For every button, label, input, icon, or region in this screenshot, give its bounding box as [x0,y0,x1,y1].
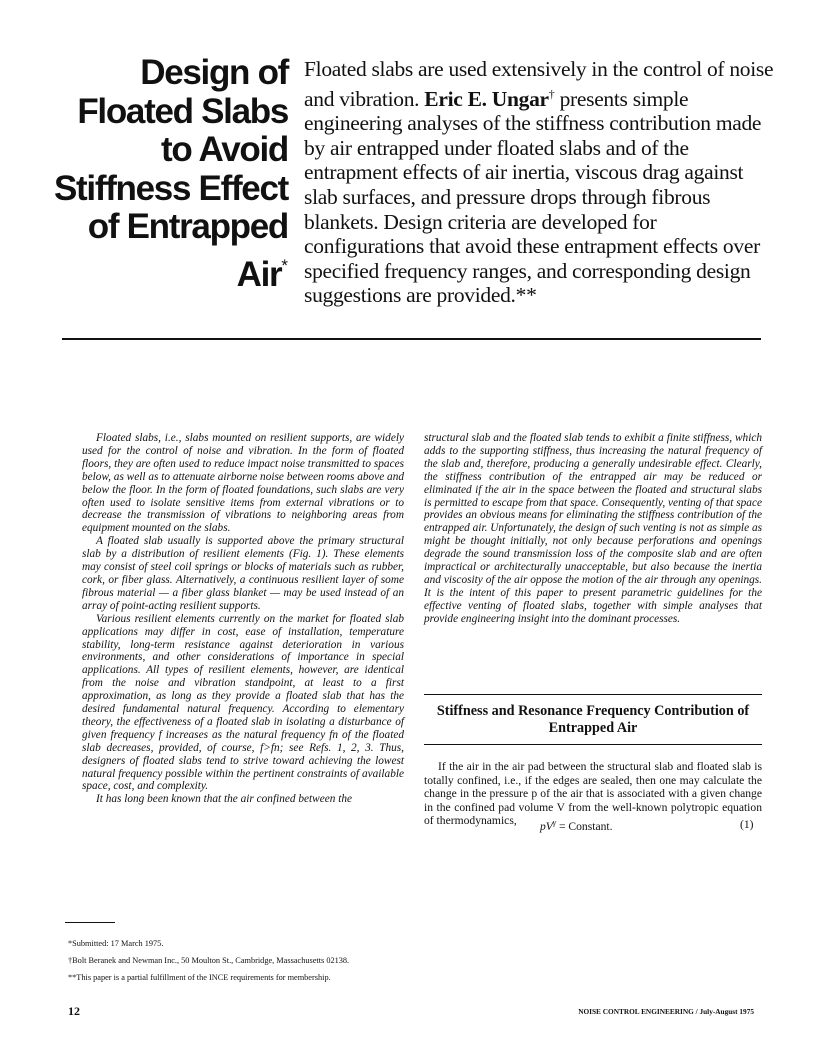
title-block [30,54,288,294]
equation-exponent: γ [552,818,557,827]
title-line: Design of [140,53,288,92]
footnote: **This paper is a partial fulfillment of the INCE requirements for membership. [68,973,331,982]
equation-number: (1) [740,818,754,831]
abstract-text-after: presents simple engineering analyses of the stiffness contribution made by air entrapped under floated slabs and of the entrapment effects of air inertia, viscous drag against slab surfaces, and pressure drops through fibrous blankets. Design criteria are developed for configurations that avoid these entrapment effects over specified frequency ranges, and corresponding design suggestions are provided.** [304,86,762,308]
footnote: *Submitted: 17 March 1975. [68,939,164,948]
title-line: Floated Slabs [77,91,288,131]
paragraph: It has long been known that the air confined between the [96,793,353,806]
journal-info: NOISE CONTROL ENGINEERING / July-August 1975 [578,1007,754,1016]
left-column [82,432,404,806]
equation-rhs: = Constant. [556,819,613,833]
page-number: 12 [68,1004,80,1018]
equation-pressure: p [540,819,546,833]
equation [540,818,613,833]
footnote: †Bolt Beranek and Newman Inc., 50 Moulton St., Cambridge, Massachusetts 02138. [68,956,350,965]
paragraph: Various resilient elements currently on the market for floated slab applications may differ in cost, ease of installation, temperature stability, long-term resistance against deterioration in various environments, and other considerations of importance in special applications. All types of resilient elements, however, are identical from the noise and vibration standpoint, at least to a first approximation, as long as they provide a floated slab that has the desired fundamental natural frequency. According to elementary theory, the effectiveness of a floated slab in isolating a disturbance of given frequency f increases as the natural frequency fn of the floated slab decreases, provided, of course, f>fn; see Refs. 1, 2, 3. Thus, designers of floated slabs tend to strive toward achieving the lowest natural frequency possible within the pertinent constraints of available space, cost, and complexity. [82,612,404,793]
paragraph: A floated slab usually is supported above the primary structural slab by a distribution of resilient elements (Fig. 1). These elements may consist of steel coil springs or blocks of materials such as rubber, cork, or fiber glass. Alternatively, a continuous resilient layer of some fibrous material — a fiber glass blanket — may be used instead of an array of point-acting resilient supports. [82,535,404,612]
title-line: Stiffness Effect [54,168,288,208]
title-footnote-marker: * [281,255,288,275]
footnotes [68,935,668,986]
title-line: Air [236,254,282,294]
title-line: to Avoid [161,130,288,169]
right-column [424,432,762,626]
title-line: of Entrapped [87,207,288,246]
section-body: If the air in the air pad between the structural slab and floated slab is totally confined, i.e., if the edges are sealed, then one may calculate the change in the pressure p of the air that is associated with a given change in the confined pad volume V from the well-known polytropic equation of thermodynamics, [424,760,762,828]
paragraph: structural slab and the floated slab tends to exhibit a finite stiffness, which adds to the supporting stiffness, thus increasing the natural frequency of the slab and, therefore, producing a generally undesirable effect. Clearly, the stiffness contribution of the entrapped air may be reduced or eliminated if the air in the space between the floated and structural slabs is permitted to escape from that space. Consequently, venting of that space provides an obvious means for eliminating the stiffness contribution of the entrapped air. Unfortunately, the design of such venting is not as simple as might be thought initially, not only because perforations and openings degrade the sound transmission loss of the composite slab and are often impractical or architecturally unacceptable, but also because the inertia and viscosity of the air oppose the motion of the air through any openings. It is the intent of this paper to present parametric guidelines for the effective venting of floated slabs, together with simple analyses that provide engineering insight into the dominant processes. [424,432,762,625]
paragraph: Floated slabs, i.e., slabs mounted on resilient supports, are widely used for the control of noise and vibration. In the form of floated floors, they are often used to reduce impact noise transmitted to spaces below, as well as to attenuate airborne noise between rooms above and below the floor. In the form of floated foundations, such slabs are very often used to isolate sensitive items from external vibrations or to decrease the transmission of vibrations to neighboring areas from equipment mounted on the slabs. [82,432,404,535]
abstract [304,57,774,308]
header-divider [62,338,761,340]
section-heading: Stiffness and Resonance Frequency Contribution of Entrapped Air [436,703,750,736]
article-title [30,54,288,294]
abstract-text-before: Floated slabs are used extensively in the control of noise and vibration. [304,57,774,111]
section-rule-bottom [424,744,762,745]
author-name: Eric E. Ungar [424,86,549,111]
footnote-divider [65,922,115,923]
section-rule-top [424,694,762,695]
author-footnote-marker: † [548,86,555,101]
equation-volume: V [545,819,553,833]
